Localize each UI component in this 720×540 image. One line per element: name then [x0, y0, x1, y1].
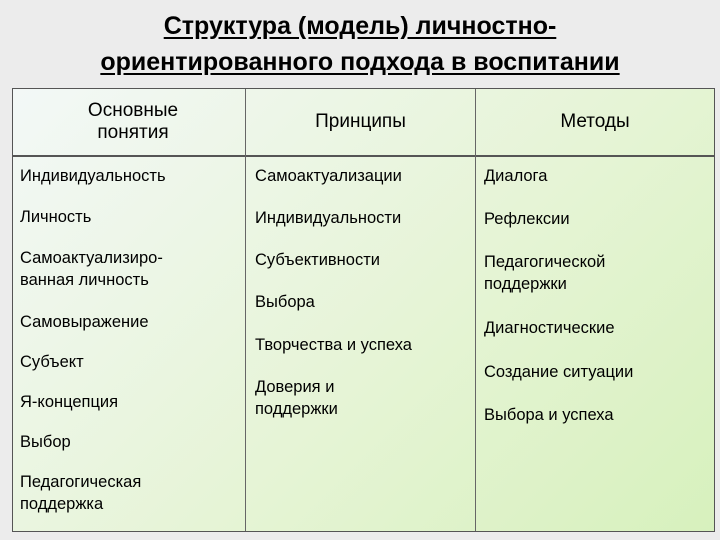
- concept-item: Самоактуализиро-ванная личность: [20, 249, 163, 289]
- column-divider: [245, 89, 246, 531]
- principle-item: Субъективности: [255, 251, 380, 269]
- principle-item: Доверия и поддержки: [255, 378, 338, 418]
- method-item: Создание ситуации: [484, 363, 634, 381]
- method-item: Рефлексии: [484, 210, 570, 228]
- principle-item: Самоактуализации: [255, 167, 402, 185]
- method-item: Выбора и успеха: [484, 406, 614, 424]
- header-divider: [13, 155, 714, 157]
- column-divider: [475, 89, 476, 531]
- concept-item: Я-концепция: [20, 393, 119, 411]
- method-item: Диагностические: [484, 319, 615, 337]
- principle-item: Индивидуальности: [255, 209, 402, 227]
- concept-item: Педагогическая поддержка: [20, 473, 142, 513]
- method-item: Педагогической поддержки: [484, 253, 606, 293]
- header-principles: Принципы: [315, 111, 406, 132]
- concept-item: Выбор: [20, 433, 71, 451]
- title-line-1: Структура (модель) личностно-: [163, 12, 557, 40]
- header-methods: Методы: [560, 111, 630, 132]
- concept-item: Личность: [20, 208, 92, 226]
- header-concepts: Основные понятия: [87, 100, 179, 143]
- principle-item: Творчества и успеха: [255, 336, 412, 354]
- concept-item: Субъект: [20, 353, 84, 371]
- slide-title: [0, 8, 720, 80]
- structure-table: [12, 88, 715, 532]
- method-item: Диалога: [484, 167, 548, 185]
- title-line-2: ориентированного подхода в воспитании: [100, 48, 620, 76]
- concept-item: Индивидуальность: [20, 167, 166, 185]
- principle-item: Выбора: [255, 293, 315, 311]
- concept-item: Самовыражение: [20, 313, 149, 331]
